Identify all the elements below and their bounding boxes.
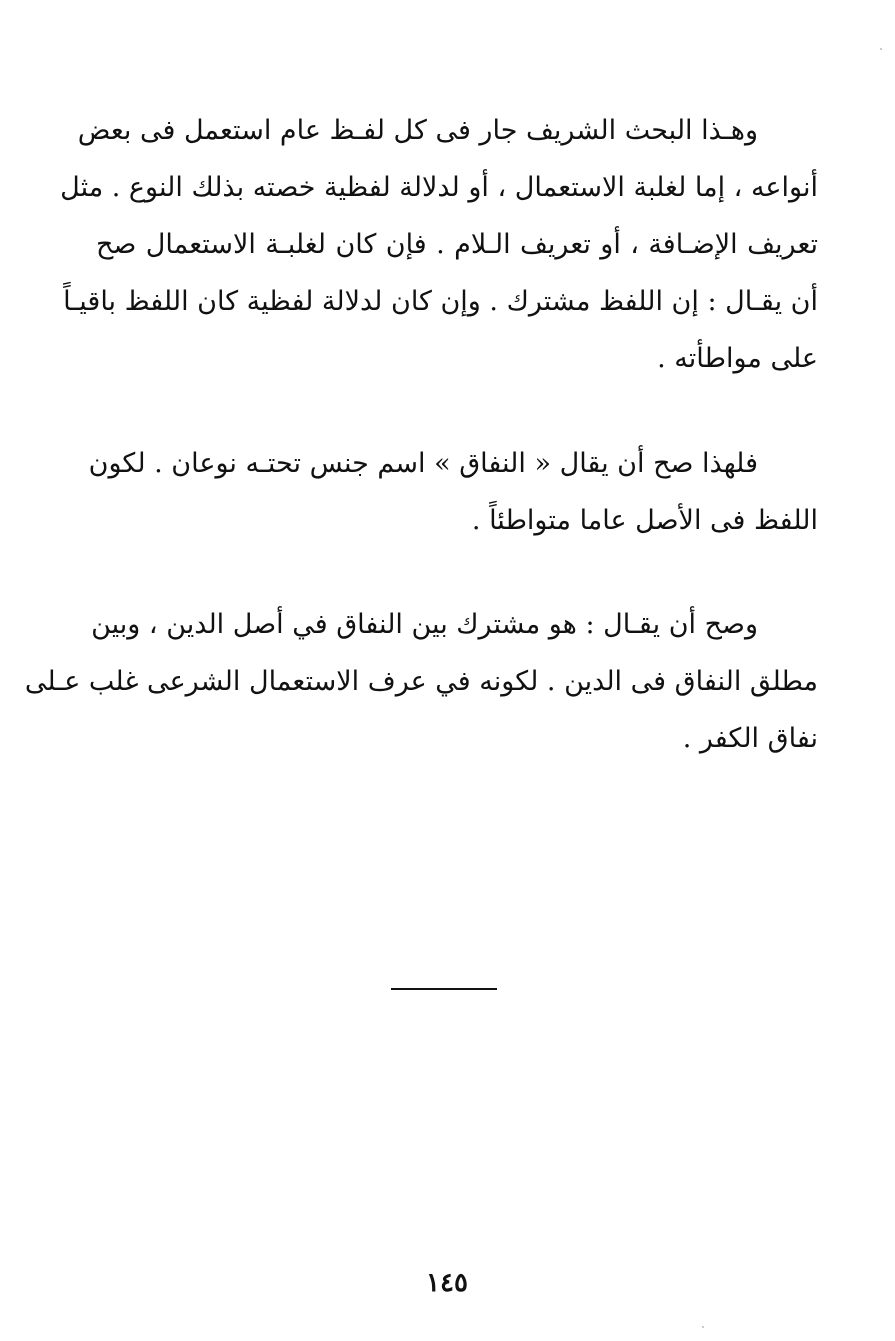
- page-number: ١٤٥: [426, 1268, 468, 1298]
- paragraph-line: اللفظ فى الأصل عاما متواطئاً .: [471, 505, 818, 536]
- paragraph-line: تعريف الإضـافة ، أو تعريف الـلام . فإن كان لغلبـة الاستعمال صح: [96, 229, 818, 260]
- paragraph-line: نفاق الكفر .: [682, 723, 818, 754]
- paragraph-line: وهـذا البحث الشريف جار فى كل لفـظ عام استعمل فى بعض: [77, 115, 758, 146]
- paragraph-line: وصح أن يقـال : هو مشترك بين النفاق في أصل الدين ، وبين: [91, 609, 758, 640]
- scan-mark: [880, 48, 882, 50]
- paragraph-2: [88, 435, 818, 549]
- paragraph-line: فلهذا صح أن يقال « النفاق » اسم جنس تحتـه نوعان . لكون: [88, 448, 758, 479]
- paragraph-line: مطلق النفاق فى الدين . لكونه في عرف الاستعمال الشرعى غلب عـلى: [24, 666, 818, 697]
- paragraph-3: [24, 596, 818, 767]
- paragraph-line: أنواعه ، إما لغلبة الاستعمال ، أو لدلالة لفظية خصته بذلك النوع . مثل: [60, 172, 818, 203]
- paragraph-line: على مواطأته .: [657, 343, 818, 374]
- section-divider: [391, 988, 497, 990]
- paragraph-1: [60, 102, 818, 387]
- paragraph-line: أن يقـال : إن اللفظ مشترك . وإن كان لدلالة لفظية كان اللفظ باقيـاً: [63, 286, 818, 317]
- scan-mark: [702, 1326, 704, 1328]
